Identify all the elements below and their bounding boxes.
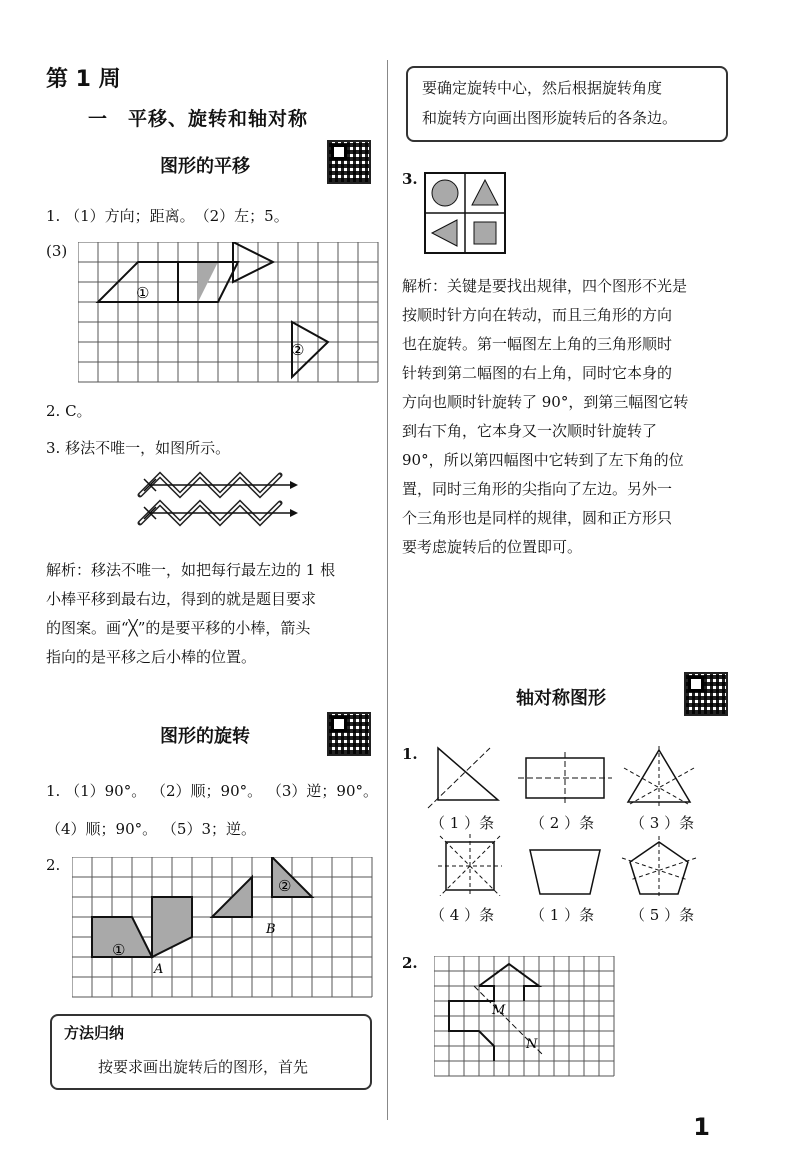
analysis-line: 到右下角，它本身又一次顺时针旋转了 [402, 422, 658, 440]
method-summary-box-continued [406, 66, 728, 142]
rotation-q1-line2: （4）顺；90°。 （5）3；逆。 [46, 820, 256, 838]
shape-label-1: ① [112, 941, 126, 959]
section-title-translation: 图形的平移 [160, 156, 250, 177]
rotation-q1-line1: 1. （1）90°。 （2）顺；90°。 （3）逆；90°。 [46, 782, 379, 800]
symmetry-caption: （ 2 ）条 [530, 814, 595, 832]
translation-q2: 2. C。 [46, 402, 92, 420]
analysis-line: 方向也顺时针旋转了 90°，到第三幅图它转 [402, 393, 689, 411]
week-title: 第 1 周 [46, 67, 121, 92]
analysis-line: 个三角形也是同样的规律，圆和正方形只 [402, 509, 673, 527]
translation-analysis [46, 556, 376, 672]
symmetry-q2-label: 2. [402, 954, 418, 972]
rotation-grid-figure [72, 857, 374, 999]
method-box-line: 要确定旋转中心，然后根据旋转角度 [422, 79, 663, 97]
analysis-line: 解析：关键是要找出规律，四个图形不光是 [402, 277, 688, 295]
translation-q1-3-label: (3) [46, 242, 68, 260]
section-title-rotation: 图形的旋转 [160, 726, 250, 747]
point-m-label: M [492, 1003, 506, 1018]
analysis-line: 的图案。画“╳”的是要平移的小棒，箭头 [46, 619, 311, 637]
column-divider [387, 60, 388, 1120]
rotation-q2-label: 2. [46, 856, 61, 874]
right-analysis [402, 272, 742, 562]
method-summary-text: 按要求画出旋转后的图形，首先 [98, 1058, 309, 1076]
method-summary-box [50, 1014, 372, 1090]
section-title-symmetry: 轴对称图形 [516, 688, 606, 709]
method-summary-title: 方法归纳 [64, 1024, 125, 1042]
shape-label-1: ① [136, 284, 150, 302]
analysis-line: 置，同时三角形的尖指向了左边。另外一 [402, 480, 673, 498]
point-a-label: A [154, 962, 164, 977]
symmetry-caption: （ 4 ）条 [430, 906, 495, 924]
symmetry-q1-label: 1. [402, 745, 418, 763]
qr-code[interactable] [327, 140, 371, 184]
analysis-line: 指向的是平移之后小棒的位置。 [46, 648, 257, 666]
symmetry-caption: （ 1 ）条 [530, 906, 595, 924]
symmetry-caption: （ 3 ）条 [630, 814, 695, 832]
analysis-line: 小棒平移到最右边，得到的就是题目要求 [46, 590, 317, 608]
analysis-line: 按顺时针方向在转动，而且三角形的方向 [402, 306, 673, 324]
shape-label-2: ② [278, 877, 292, 895]
point-n-label: N [526, 1037, 538, 1052]
shape-label-2: ② [291, 341, 305, 359]
symmetry-caption: （ 1 ）条 [430, 814, 495, 832]
method-box-line: 和旋转方向画出图形旋转后的各条边。 [422, 109, 678, 127]
analysis-line: 要考虑旋转后的位置即可。 [402, 538, 583, 556]
symmetry-caption: （ 5 ）条 [630, 906, 695, 924]
translation-q1: 1. （1）方向；距离。 （2）左；5。 [46, 207, 289, 225]
rotation-pattern-figure [424, 172, 506, 254]
translation-q3: 3. 移法不唯一，如图所示。 [46, 439, 231, 457]
point-b-label: B [266, 922, 276, 937]
qr-code[interactable] [327, 712, 371, 756]
analysis-line: 也在旋转。第一幅图左上角的三角形顺时 [402, 335, 673, 353]
analysis-line: 90°，所以第四幅图中它转到了左下角的位 [402, 451, 684, 469]
right-q3-label: 3. [402, 170, 418, 188]
page-number: 1 [693, 1113, 710, 1141]
analysis-line: 针转到第二幅图的右上角，同时它本身的 [402, 364, 673, 382]
translation-grid-figure [78, 242, 380, 384]
analysis-line: 解析：移法不唯一，如把每行最左边的 1 根 [46, 561, 336, 579]
chapter-title: 一 平移、旋转和轴对称 [88, 108, 309, 130]
stick-pattern-figure [130, 465, 300, 540]
qr-code[interactable] [684, 672, 728, 716]
symmetry-grid-figure [434, 956, 616, 1078]
